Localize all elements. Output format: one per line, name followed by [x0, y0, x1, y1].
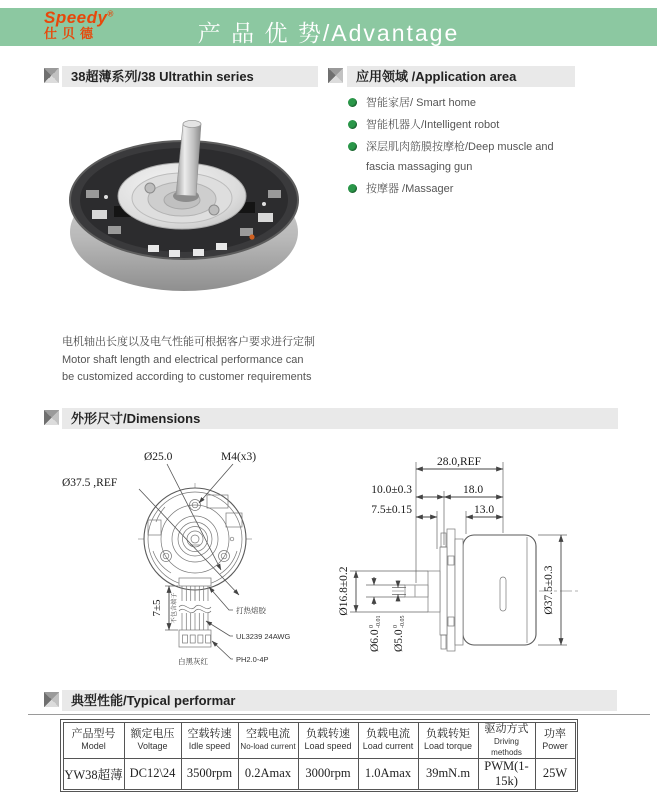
- shaft: [405, 585, 428, 597]
- table-header-cell: 驱动方式 Driving methods: [478, 722, 535, 758]
- application-item-label: 智能家居/ Smart home: [366, 97, 477, 109]
- len18-dim: 18.0: [462, 484, 484, 496]
- len13-dim: 13.0: [473, 504, 495, 516]
- top-banner: [0, 8, 657, 46]
- len10-dim: 10.0±0.3: [371, 484, 412, 496]
- application-item-label-wrap: fascia massaging gun: [366, 161, 473, 173]
- product-photo: [52, 96, 317, 324]
- list-item: [348, 117, 598, 133]
- dimensions-section-title: 外形尺寸/Dimensions: [62, 408, 618, 429]
- registered-mark-icon: ®: [107, 9, 114, 19]
- note-line-en: be customized according to customer requirements: [62, 371, 312, 383]
- side-view-drawing: [338, 456, 578, 652]
- bullet-icon: [348, 120, 357, 129]
- table-cell: DC12\24: [124, 758, 181, 789]
- performance-table: [60, 719, 578, 792]
- dia375-dim: Ø37.5±0.3: [543, 565, 555, 615]
- connector-label: PH2.0-4P: [236, 655, 269, 664]
- dia6-tol-bot: -0.01: [376, 615, 382, 628]
- application-item-label: 按摩器 /Massager: [366, 183, 454, 195]
- dia5-tol-top: 0: [393, 625, 399, 628]
- dia168-dim: Ø16.8±0.2: [338, 566, 350, 616]
- performance-section-title: 典型性能/Typical performar: [62, 690, 617, 711]
- application-item-label: 深层肌肉筋膜按摩枪/Deep muscle and: [366, 141, 554, 153]
- table-cell: 39mN.m: [418, 758, 478, 789]
- m4-label: M4(x3): [221, 451, 257, 463]
- table-row: [63, 758, 575, 789]
- list-item: [348, 139, 598, 155]
- dia375ref-label: Ø37.5 ,REF: [62, 477, 118, 489]
- dia6-tol-top: 0: [369, 625, 375, 628]
- len75-dim: 7.5±0.15: [371, 504, 412, 516]
- brand-name: Speedy: [44, 8, 108, 27]
- bullet-icon: [348, 184, 357, 193]
- note-line-cn: 电机轴出长度以及电气性能可根据客户要求进行定制: [62, 336, 315, 348]
- front-view-drawing: [62, 451, 291, 666]
- dia5-dim: Ø5.0: [393, 629, 405, 652]
- bullet-icon: [348, 98, 357, 107]
- note-line-en: Motor shaft length and electrical performance can: [62, 353, 304, 366]
- page-title: 产 品 优 势/Advantage: [197, 20, 460, 46]
- lead-note-label: 不包含端子: [171, 592, 178, 624]
- wire-spec-label: UL3239 24AWG: [236, 632, 291, 641]
- section-marker-icon: [44, 410, 59, 425]
- dia6-dim: Ø6.0: [369, 629, 381, 652]
- motor-body: [70, 120, 298, 291]
- table-header-cell: 负载转矩 Load torque: [418, 722, 478, 758]
- dia25-label: Ø25.0: [144, 451, 173, 463]
- wire-colors-label: 白黑灰红: [178, 657, 208, 666]
- table-cell: PWM(1-15k): [478, 758, 535, 789]
- table-header-cell: 产品型号 Model: [63, 722, 124, 758]
- table-header-cell: 空载转速 Idle speed: [181, 722, 238, 758]
- table-cell: YW38超薄: [63, 758, 124, 789]
- series-section-title: 38超薄系列/38 Ultrathin series: [62, 66, 318, 87]
- table-header-cell: 负载电流 Load current: [358, 722, 418, 758]
- glue-label: 打热熔胶: [236, 606, 266, 615]
- table-cell: 0.2Amax: [238, 758, 298, 789]
- dia5-tol-bot: -0.05: [400, 615, 406, 628]
- table-cell: 1.0Amax: [358, 758, 418, 789]
- application-item-label: 智能机器人/Intelligent robot: [366, 119, 500, 131]
- section-marker-icon: [328, 68, 343, 83]
- table-cell: 3000rpm: [298, 758, 358, 789]
- application-section-title: 应用领域 /Application area: [347, 66, 575, 87]
- application-list: [348, 95, 598, 203]
- table-header-cell: 空载电流 No-load current: [238, 722, 298, 758]
- table-cell: 25W: [535, 758, 575, 789]
- table-header-cell: 额定电压 Voltage: [124, 722, 181, 758]
- table-header-cell: 负载转速 Load speed: [298, 722, 358, 758]
- divider-rule: [28, 714, 650, 715]
- hub: [428, 571, 440, 612]
- lead-length-dim: 7±5: [151, 599, 163, 617]
- brand-name-cn: 仕贝德: [44, 26, 99, 41]
- customization-note: [62, 334, 342, 387]
- list-item: [348, 181, 598, 197]
- section-marker-icon: [44, 692, 59, 707]
- table-cell: 3500rpm: [181, 758, 238, 789]
- list-item: [348, 95, 598, 111]
- len28-dim: 28.0,REF: [436, 456, 482, 468]
- table-header-cell: 功率 Power: [535, 722, 575, 758]
- bullet-icon: [348, 142, 357, 151]
- section-marker-icon: [44, 68, 59, 83]
- dimension-drawings: [28, 438, 622, 690]
